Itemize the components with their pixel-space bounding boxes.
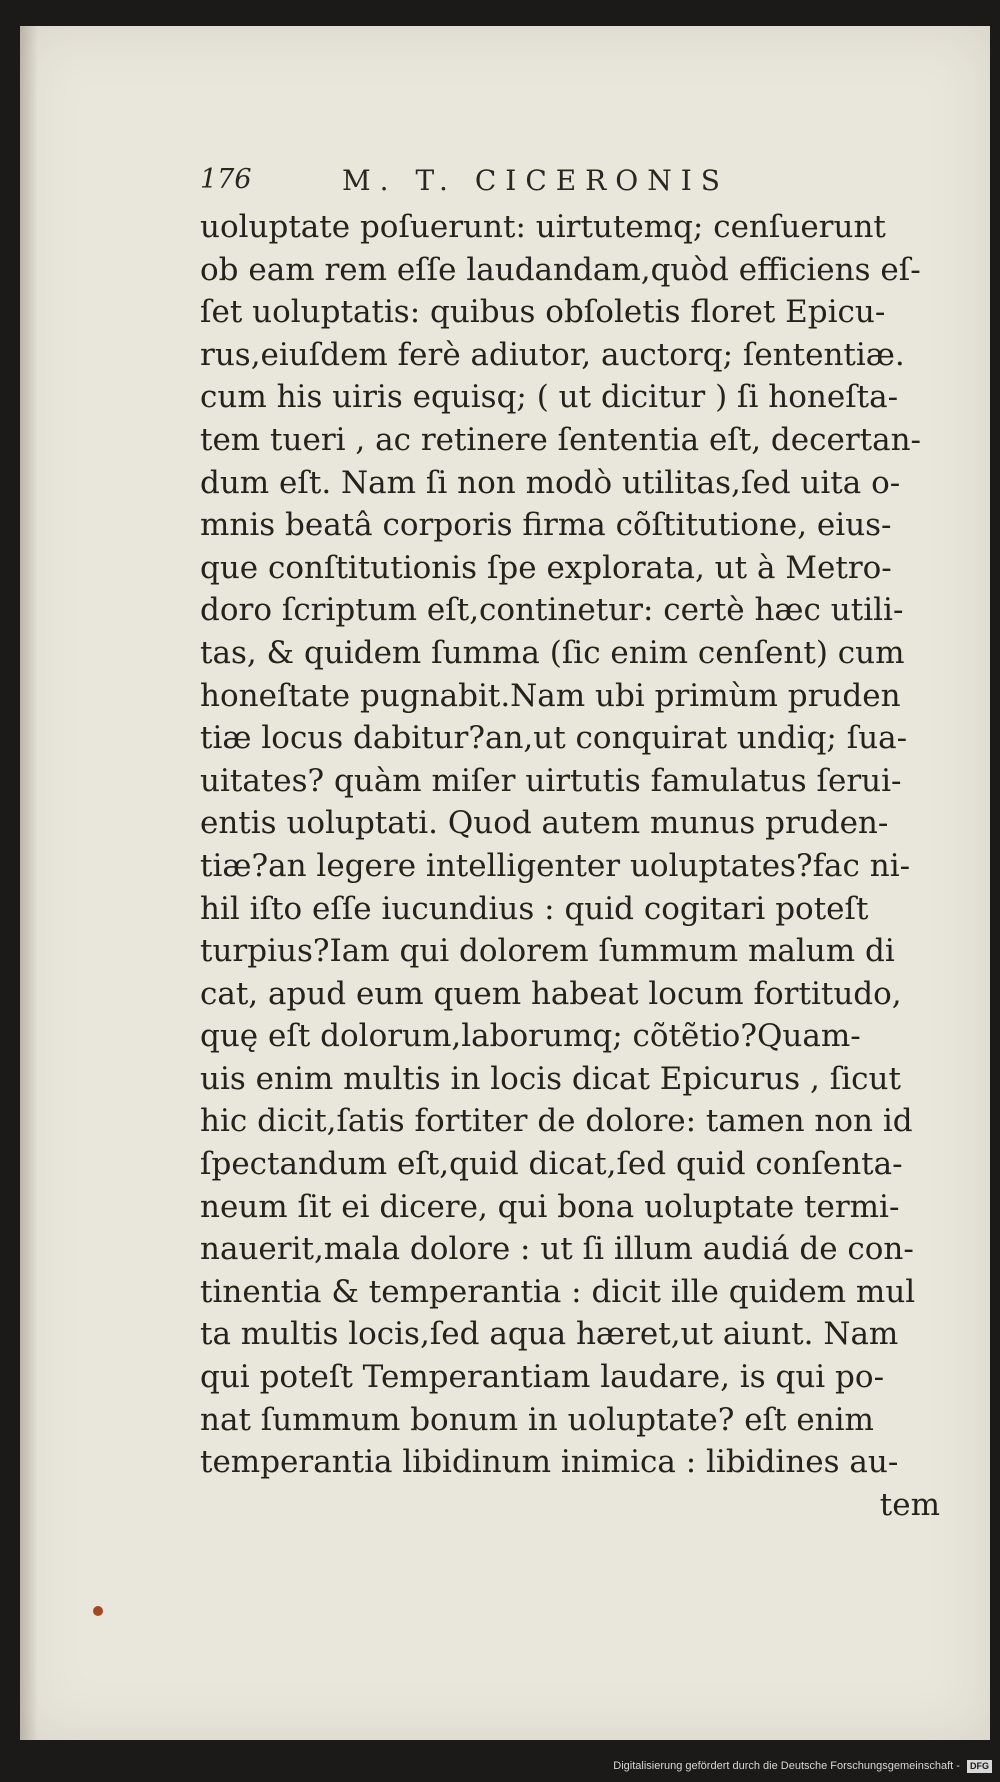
text-line: ſet uoluptatis: quibus obſoletis floret Epicu- xyxy=(200,294,886,331)
text-line: uoluptate poſuerunt: uirtutemq; cenſuerunt xyxy=(200,209,886,245)
catchword: tem xyxy=(879,1486,940,1523)
digitization-credit xyxy=(0,1760,992,1782)
text-line: ob eam rem eſſe laudandam,quòd efficiens eſ- xyxy=(200,251,921,288)
running-head xyxy=(200,164,820,204)
text-line: tiæ?an legere intelligenter uoluptates?fac ni- xyxy=(200,847,911,884)
running-title: M. T. CICERONIS xyxy=(342,164,729,197)
text-line: tiæ locus dabitur?an,ut conquirat undiq; ſua- xyxy=(200,720,908,757)
text-block xyxy=(200,206,960,1526)
dfg-logo: DFG xyxy=(967,1760,992,1773)
text-line: doro ſcriptum eſt,continetur: certè hæc utili- xyxy=(200,592,904,629)
text-line: mnis beatâ corporis firma cõſtitutione, eius- xyxy=(200,507,892,544)
text-line: que conſtitutionis ſpe explorata, ut à Metro- xyxy=(200,549,892,586)
text-line: qui poteſt Temperantiam laudare, is qui po- xyxy=(200,1359,885,1396)
text-line: uitates? quàm miſer uirtutis famulatus ſerui- xyxy=(200,762,902,799)
text-line: honeſtate pugnabit.Nam ubi primùm pruden xyxy=(200,677,901,714)
text-line: ta multis locis,ſed aqua hæret,ut aiunt. Nam xyxy=(200,1316,899,1353)
text-line: cum his uiris equisq; ( ut dicitur ) ſi honeſta- xyxy=(200,379,899,416)
text-line: temperantia libidinum inimica : libidines au- xyxy=(200,1444,899,1481)
page-number: 176 xyxy=(200,164,252,195)
text-line: neum ſit ei dicere, qui bona uoluptate termi- xyxy=(200,1188,900,1225)
ink-speck xyxy=(93,1606,103,1616)
text-line: nat ſummum bonum in uoluptate? eſt enim xyxy=(200,1401,874,1438)
text-line: tinentia & temperantia : dicit ille quidem mul xyxy=(200,1273,916,1310)
text-line: turpius?Iam qui dolorem ſummum malum di xyxy=(200,933,895,970)
text-line: ſpectandum eſt,quid dicat,ſed quid conſenta- xyxy=(200,1146,903,1183)
text-line: tem tueri , ac retinere ſententia eſt, decertan- xyxy=(200,421,922,458)
text-line: uis enim multis in locis dicat Epicurus , ſicut xyxy=(200,1060,901,1097)
book-page xyxy=(20,26,990,1740)
credit-text: Digitalisierung gefördert durch die Deutsche Forschungsgemeinschaft - xyxy=(613,1760,960,1772)
text-line: nauerit,mala dolore : ut ſi illum audiá de con- xyxy=(200,1231,914,1268)
text-line: dum eſt. Nam ſi non modò utilitas,ſed uita o- xyxy=(200,464,901,501)
text-line: hic dicit,ſatis fortiter de dolore: tamen non id xyxy=(200,1103,913,1140)
text-line: cat, apud eum quem habeat locum fortitudo, xyxy=(200,975,902,1012)
text-line: tas, & quidem ſumma (ſic enim cenſent) cum xyxy=(200,634,905,671)
text-line: hil iſto eſſe iucundius : quid cogitari poteſt xyxy=(200,890,869,927)
text-line: entis uoluptati. Quod autem munus pruden- xyxy=(200,805,889,842)
text-line: rus,eiuſdem ferè adiutor, auctorq; ſententiæ. xyxy=(200,336,905,373)
text-line: quę eſt dolorum,laborumq; cõtẽtio?Quam- xyxy=(200,1018,861,1055)
